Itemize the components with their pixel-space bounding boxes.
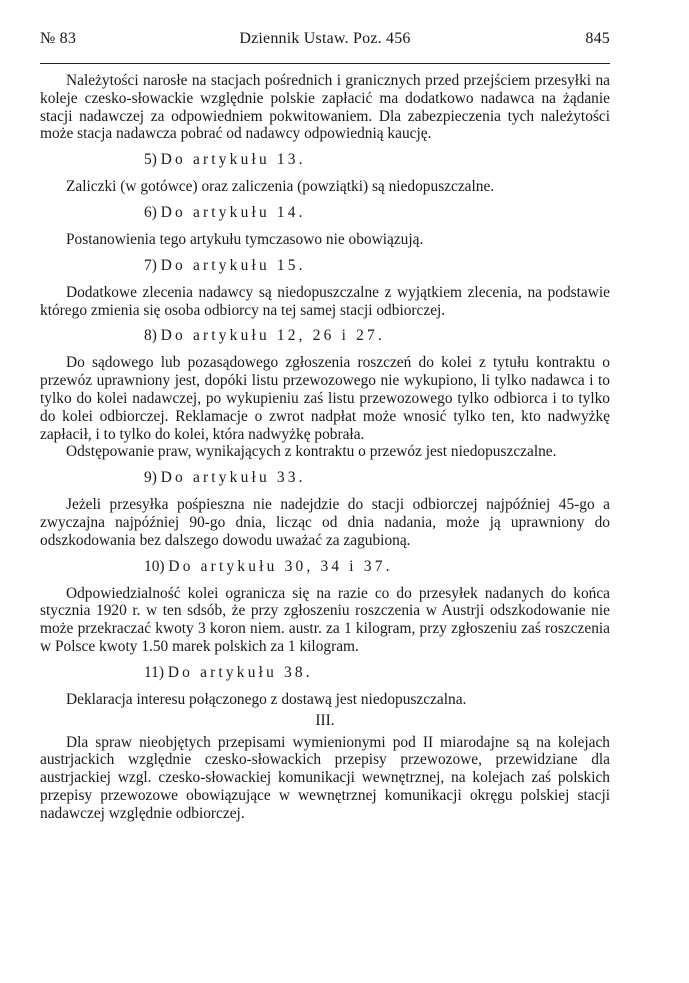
section-number: 9): [144, 469, 157, 487]
page-header: [40, 30, 610, 52]
header-rule: [40, 63, 610, 64]
section-number: 8): [144, 327, 157, 345]
section-title: Do artykułu 13.: [160, 151, 306, 169]
section-8: [40, 327, 610, 461]
section-paragraph: Odpowiedzialność kolei ogranicza się na razie co do przesyłek nadanych do końca stycznia 1920 r. w ten sdsób, że przy zgłoszeniu roszczenia w Austrji odszkodowanie nie może przekraczać kwoty 3 koron niem. austr. za 1 kilogram, przy zgłoszeniu zaś roszczenia w Polsce kwoty 1.50 marek polskich za 1 kilogram.: [40, 584, 610, 655]
issue-number: № 83: [40, 30, 77, 47]
section-5: [40, 151, 610, 196]
section-heading: [40, 204, 610, 222]
section-title: Do artykułu 38.: [167, 663, 313, 681]
section-heading: [40, 558, 610, 576]
section-title: Do artykułu 33.: [160, 469, 306, 487]
section-paragraph: Deklaracja interesu połączonego z dostawą jest niedopuszczalna.: [66, 690, 467, 708]
section-10: [40, 558, 610, 656]
section-number: 7): [144, 256, 157, 274]
section-title: Do artykułu 30, 34 i 37.: [168, 557, 393, 575]
section-title: Do artykułu 15.: [160, 256, 306, 274]
section-heading: [40, 664, 610, 682]
part-three-paragraph: Dla spraw nieobjętych przepisami wymienionymi pod II miarodajne są na kolejach austrjackich względnie czesko-słowackich przepisy przewozowe, przewidziane dla austrjackiej wzgl. czesko-słowackiej komunikacji wewnętrznej, na kolejach zaś polskich przepisy przewozowe obowiązujące w wewnętrznej komunikacji okręgu polskiej stacji nadawczej względnie odbiorczej.: [40, 733, 610, 822]
section-number: 5): [144, 151, 157, 169]
section-number: 6): [144, 203, 157, 221]
section-heading: [40, 257, 610, 275]
section-number: 10): [144, 557, 165, 575]
section-paragraph: Zaliczki (w gotówce) oraz zaliczenia (powziątki) są niedopuszczalne.: [66, 178, 495, 196]
section-title: Do artykułu 14.: [160, 203, 306, 221]
section-title: Do artykułu 12, 26 i 27.: [160, 327, 385, 345]
section-7: [40, 257, 610, 320]
section-paragraph: Odstępowanie praw, wynikających z kontraktu o przewóz jest niedopuszczalne.: [66, 443, 557, 461]
section-paragraph: Postanowienia tego artykułu tymczasowo nie obowiązują.: [66, 230, 424, 248]
section-9: [40, 469, 610, 549]
section-paragraph: Dodatkowe zlecenia nadawcy są niedopuszczalne z wyjątkiem zlecenia, na podstawie którego zmienia się osoba odbiorcy na tej samej stacji odbiorczej.: [40, 283, 610, 319]
section-paragraph: Do sądowego lub pozasądowego zgłoszenia roszczeń do kolei z tytułu kontraktu o przewóz uprawniony jest, dopóki listu przewozowego nie wykupiono, li tylko nadawca i to tylko do kolei nadawczej, po wykupieniu zaś listu przewozowego tylko odbiorca i to tylko do kolei odbiorczej. Reklamacje o zwrot nadpłat może wnosić tylko ten, kto nadwyżkę zapłacił, i to tylko do kolei, która nadwyżkę pobrała.: [40, 354, 610, 443]
page-number: 845: [585, 30, 610, 47]
section-heading: [40, 469, 610, 487]
section-heading: [40, 151, 610, 169]
journal-title: Dziennik Ustaw. Poz. 456: [239, 30, 411, 47]
document-page: [40, 30, 610, 823]
section-11: [40, 664, 610, 709]
section-6: [40, 204, 610, 249]
intro-paragraph: Należytości narosłe na stacjach pośrednich i granicznych przed przejściem przesyłki na koleje czesko-słowackie względnie polskie zapłacić ma dodatkowo nadawca na żądanie stacji nadawczej za odpowiedniem pokwitowaniem. Dla zabezpieczenia tych należytości może stacja nadawcza pobrać od nadawcy odpowiednią kaucję.: [40, 72, 610, 143]
part-three-numeral: III.: [315, 711, 335, 729]
section-number: 11): [144, 663, 164, 681]
section-paragraph: Jeżeli przesyłka pośpieszna nie nadejdzie do stacji odbiorczej najpóźniej 45-go a zwyczajna najpóźniej 90-go dnia, licząc od dnia nadania, może ją uprawniony do odszkodowania bez dalszego dowodu uważać za zagubioną.: [40, 496, 610, 549]
section-heading: [40, 327, 610, 345]
